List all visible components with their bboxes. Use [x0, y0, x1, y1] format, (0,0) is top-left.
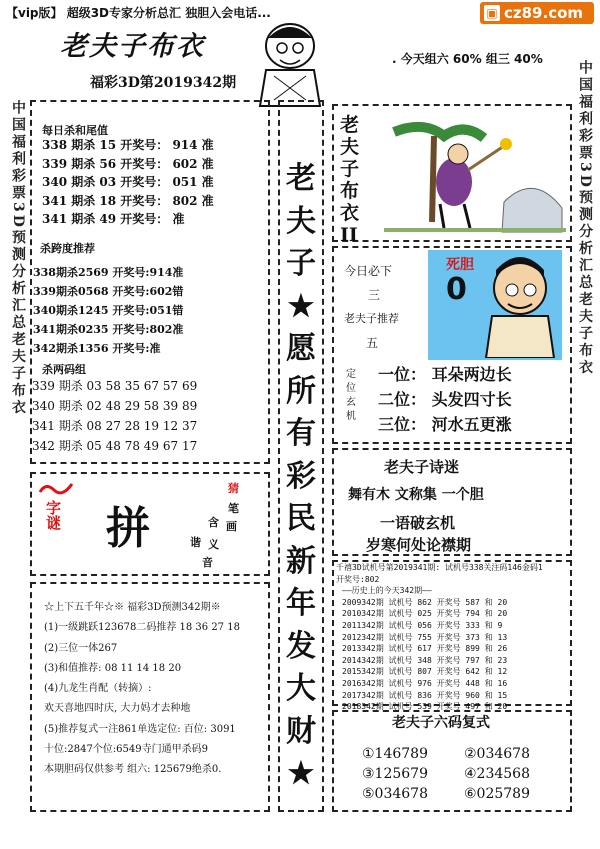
daily-must-label: 今日必下 — [344, 264, 393, 278]
recommend-label: 老夫子推荐 — [344, 312, 399, 325]
site-logo[interactable] — [480, 2, 594, 24]
riddle-note: 义 — [208, 538, 219, 551]
list-item: ③125679 — [362, 766, 428, 782]
slogan-char: 年 — [286, 586, 316, 621]
slogan-char: 发 — [286, 628, 316, 664]
list-item: ⑥025789 — [464, 786, 530, 802]
prediction-list — [44, 598, 240, 781]
riddle-note: 音 — [202, 556, 213, 569]
list-item: 340 期杀 03 开奖号： 051 准 — [42, 175, 214, 190]
left-side-banner: 中国福利彩票3D预测分析汇总老夫子布衣 — [10, 100, 26, 417]
history-list — [336, 562, 543, 713]
list-item: 340期杀1245 开奖号:051错 — [33, 304, 184, 317]
riddle-note: 谐 — [190, 536, 201, 549]
table-row: 2010342期 试机号 025 开奖号 794 和 20 — [342, 609, 508, 619]
slogan-char: 愿 — [286, 331, 316, 366]
span-kill-title: 杀跨度推荐 — [40, 242, 95, 255]
riddle-character: 拼 — [106, 503, 150, 554]
poem-line: 岁寒何处论襟期 — [366, 536, 472, 554]
table-row: 2018342期 试机号 539 开奖号 497 和 20 — [342, 702, 508, 712]
header-topline: 【vip版】 超级3D专家分析总汇 独胆入会电话... — [6, 6, 271, 20]
slogan-char: 大 — [286, 671, 316, 706]
cartoon-label: 老夫子布衣II — [340, 114, 360, 246]
issue-label: 福彩3D第2019342期 — [90, 75, 237, 91]
star-icon: ★ — [287, 288, 315, 324]
list-item: 欢天喜地四时庆, 大力妈才去种地 — [44, 703, 191, 715]
table-row: 2013342期 试机号 617 开奖号 899 和 26 — [342, 644, 508, 654]
riddle-note: 含 — [208, 516, 219, 529]
slogan-char: 子 — [286, 246, 316, 281]
list-item: 339 期杀 03 58 35 67 57 69 — [32, 379, 198, 393]
kill-tail-title: 每日杀和尾值 — [42, 124, 108, 137]
slogan-char: 彩 — [286, 458, 316, 494]
star-icon: ★ — [287, 756, 315, 791]
list-item: 338期杀2569 开奖号:914准 — [33, 266, 184, 279]
logo-text: cz89.com — [504, 4, 584, 22]
slogan-text — [282, 158, 320, 796]
kill-value: 0 — [446, 272, 467, 307]
list-item: 341 期杀 18 开奖号： 802 准 — [42, 193, 214, 208]
list-item: 十位:2847个位:6549寺门通甲杀码9 — [44, 744, 208, 756]
list-item: (4)九龙生肖配（转摘）: — [44, 683, 152, 695]
forecast-text: . 今天组六 60% 组三 40% — [392, 52, 543, 66]
list-item: (3)和值推荐: 08 11 14 18 20 — [44, 662, 182, 674]
history-subtitle: ——历史上的今天342期—— — [342, 586, 432, 596]
list-item: 一位： 耳朵两边长 — [378, 365, 512, 384]
slogan-char: 夫 — [286, 203, 316, 239]
position-side-label: 定位玄机 — [346, 369, 356, 422]
list-item: 341 期杀 49 开奖号： 准 — [42, 212, 185, 227]
list-item: 342 期杀 05 48 78 49 67 17 — [32, 439, 198, 453]
old-master-cartoon — [478, 254, 558, 358]
slogan-char: 老 — [286, 161, 316, 196]
riddle-note: 猜 — [228, 482, 239, 495]
prediction-header: ☆上下五千年☆※ 福彩3D预测342期※ — [44, 602, 221, 613]
list-item: 339期杀0568 开奖号:602错 — [33, 285, 184, 298]
list-item: ⑤034678 — [362, 786, 428, 802]
poem-line: 舞有木 文称集 一个胆 — [348, 487, 484, 503]
red-brush-stroke — [36, 478, 76, 500]
list-item: 三位： 河水五更涨 — [378, 415, 512, 434]
list-item: 339 期杀 56 开奖号： 602 准 — [42, 156, 214, 171]
two-code-title: 杀两码组 — [42, 363, 86, 376]
list-item: ①146789 — [362, 746, 428, 762]
six-code-col-left — [362, 744, 428, 804]
cartoon-illustration — [384, 112, 566, 238]
six-code-title: 老夫子六码复式 — [392, 715, 490, 731]
list-item: (2)三位一体267 — [44, 642, 118, 654]
list-item: 342期杀1356 开奖号:准 — [33, 342, 161, 355]
slogan-char: 新 — [286, 543, 316, 579]
logo-icon: ▣ — [484, 5, 500, 21]
table-row: 2009342期 试机号 862 开奖号 587 和 20 — [342, 597, 508, 607]
list-item: 二位： 头发四寸长 — [378, 390, 512, 409]
slogan-char: 财 — [286, 713, 316, 749]
slogan-char: 民 — [286, 501, 316, 536]
two-code-list — [32, 376, 197, 456]
list-item: (5)推荐复式一注861单选定位: 百位: 3091 — [44, 723, 236, 735]
kill-tail-list — [42, 136, 214, 229]
history-draw: 开奖号:802 — [336, 574, 380, 584]
list-item: 本期胆码仅供参考 组六: 125679绝杀0. — [44, 764, 222, 776]
span-kill-list — [33, 263, 183, 358]
table-row: 2012342期 试机号 755 开奖号 373 和 13 — [342, 632, 508, 642]
riddle-mark: 字谜 — [44, 500, 62, 530]
list-item: ②034678 — [464, 746, 530, 762]
slogan-char: 有 — [286, 416, 316, 451]
history-intro: 千禧3D试机号第2019341期: 试机号338关注码146金码1 — [336, 563, 543, 572]
riddle-note: 画 — [226, 520, 237, 533]
table-row: 2016342期 试机号 976 开奖号 448 和 16 — [342, 678, 508, 688]
table-row: 2015342期 试机号 807 开奖号 642 和 12 — [342, 667, 508, 677]
kill-label: 死胆 — [446, 257, 474, 273]
list-item: (1)一级跳跃123678二码推荐 18 36 27 18 — [44, 622, 240, 634]
poem-title: 老夫子诗迷 — [384, 458, 460, 476]
position-list — [378, 362, 512, 437]
list-item: ④234568 — [464, 766, 530, 782]
six-code-col-right — [464, 744, 530, 804]
list-item: 341 期杀 08 27 28 19 12 37 — [32, 419, 198, 433]
recommend-value: 五 — [366, 336, 379, 350]
table-row: 2014342期 试机号 348 开奖号 797 和 23 — [342, 655, 508, 665]
right-side-banner: 中国福利彩票3D预测分析汇总老夫子布衣 — [577, 60, 593, 377]
table-row: 2011342期 试机号 056 开奖号 333 和 9 — [342, 620, 503, 630]
kill-panel — [428, 250, 562, 360]
slogan-char: 所 — [286, 373, 316, 409]
table-row: 2017342期 试机号 836 开奖号 960 和 15 — [342, 690, 508, 700]
page-title: 老夫子布衣 — [60, 31, 205, 62]
old-master-portrait — [250, 16, 330, 108]
riddle-note: 笔 — [228, 502, 239, 515]
list-item: 340 期杀 02 48 29 58 39 89 — [32, 399, 198, 413]
daily-must-value: 三 — [368, 288, 381, 302]
list-item: 341期杀0235 开奖号:802准 — [33, 323, 184, 336]
poem-line: 一语破玄机 — [380, 514, 456, 532]
list-item: 338 期杀 15 开奖号： 914 准 — [42, 138, 214, 152]
